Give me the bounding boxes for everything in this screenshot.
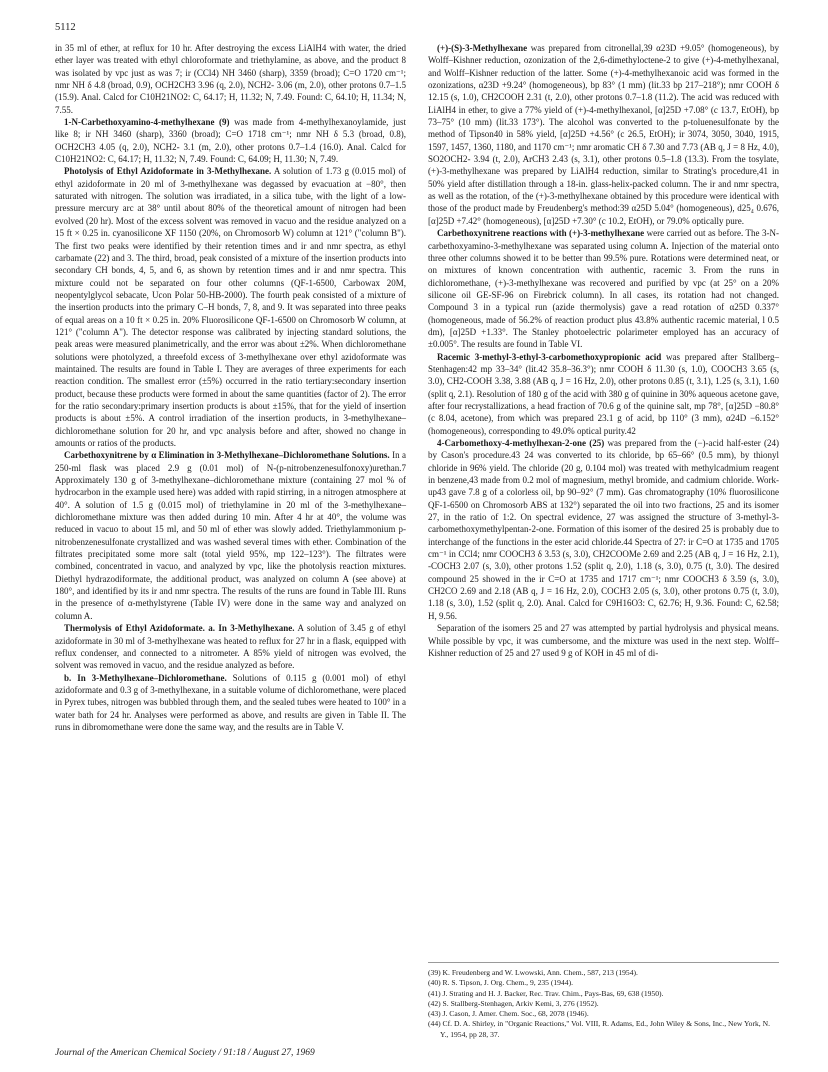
paragraph — [428, 227, 779, 350]
paragraph-body: was prepared after Stallberg–Stenhagen:42 mp 33–34° (lit.42 35.8–36.3°); nmr COOH δ 11.30 (s, 1.0), COOCH3 3.65 (s, 3.0), CH2-COOH 3.38, 3.88 (AB q, J = 16 Hz, 2.0), other protons 0.85 (t, 3.1), 1.25 (s, 3.1), 1.60 (split q, 2.1). Resolution of 180 g of the acid with 380 g of quinine in 30% aqueous acetone gave, after four recrystallizations, a head fraction of 70.6 g of the quinine salt, mp 78°, [α]25D −80.8° (c 8.04, acetone), from which was prepared 23.1 g of acid, bp 110° (3 mm), α24D −6.152° (homogeneous), corresponding to 49.0% optical purity.42 — [428, 351, 779, 436]
journal-footer: Journal of the American Chemical Society / 91:18 / August 27, 1969 — [55, 1048, 315, 1058]
paragraph-body: were carried out as before. The 3-N-carbethoxyamino-3-methylhexane was separated using column A. Injection of the material onto three other columns showed it to be better than 99.5% pure. Rotations were determined neat, or on mixtures of known concentration with authentic, racemic 3. From the runs in dichloromethane, (+)-3-methylhexane was recovered and purified by vpc (at 25° on a 20% silicone oil GE-SF-96 on Firebrick column). In all cases, its rotation had not changed. Compound 3 in a typical run (azide thermolysis) gave a read rotation of α25D 0.337° (homogeneous, made of 56.2% of reaction product plus 43.8% authentic racemic material, l 0.5 dm), [α]25D +1.33°. The Stanley photoelectric polarimeter employed has an accuracy of ±0.005°. The results are found in Table VI. — [428, 228, 779, 350]
paragraph — [428, 351, 779, 437]
paragraph — [428, 42, 779, 227]
paragraph-body: A solution of 1.73 g (0.015 mol) of ethyl azidoformate in 20 ml of 3-methylhexane was degassed by evacuation at −80°, then saturated with nitrogen. The solution was irradiated, in a silica tube, with the light of a low-pressure mercury arc at 38° until about 80% of the theoretical amount of nitrogen had been evolved (20 hr). Most of the excess solvent was removed in vacuo and the residue analyzed on a 15 ft × 0.25 in. cyanosilicone XF 1150 (20%, on Chromosorb W) column at 121° ("column B"). The first two peaks were identified by their retention times and ir and nmr spectra, as ethyl carbamate (22) and 3. The third, broad, peak consisted of a mixture of the insertion products into secondary CH bonds, 4, 5, and 6, as shown by retention times and ir and nmr spectra. This mixture could not be separated on four other columns (QF-1-6500, Carbowax 20M, neopentylglycol sebacate, Ucon Polar 50-HB-2000). The fourth peak consisted of a mixture of the insertion products into the primary C–H bonds, 7, 8, and 9. It was separated into three peaks of equal areas on a 10 ft × 0.25 in. 20% Fluorosilicone QF-1-6500 on Chromosorb W column, at 121° ("column A"). The detector response was calibrated by injecting standard solutions, the peak areas were measured planimetrically, and the error was about ±2%. When dichloromethane solutions were photolyzed, a threefold excess of 3-methylhexane over ethyl azidoformate was maintained. The results are found in Table I. They are averages of three experiments for each reaction condition. The smallest error (±5%) occurred in the ratio tertiary:secondary insertion product, because these products were formed in about the same quantities (factor of 2). The error for the ratio secondary:primary insertion products is about ±15%, that for the yield of insertion products is about ±5%. A control irradiation of the insertion products, in 3-methylhexane–dichloromethane solution for 20 hr, and vpc analysis before and after, showed no change in amounts or ratios of the products. — [55, 166, 406, 448]
page-number: 5112 — [55, 22, 76, 33]
paragraph-heading: Thermolysis of Ethyl Azidoformate. a. In 3-Methylhexane. — [64, 623, 295, 634]
paragraph-body: A solution of 3.45 g of ethyl azidoformate in 30 ml of 3-methylhexane was heated to reflux for 27 hr in a flask, equipped with reflux condenser, and connected to a nitrometer. A 85% yield of nitrogen was evolved, the solvent was removed in vacuo, and the residue analyzed as before. — [55, 623, 407, 671]
paragraph-heading: Photolysis of Ethyl Azidoformate in 3-Methylhexane. — [64, 166, 272, 177]
paragraph-body: In a 250-ml flask was placed 2.9 g (0.01 mol) of N-(p-nitrobenzenesulfonoxy)urethan.7 Approximately 130 g of 3-methylhexane–dichloromethane mixture (containing 27 mol % of hydrocarbon in the example used here) was added with rapid stirring, in a nitrogen atmosphere at 40°. A solution of 1.5 g (0.015 mol) of triethylamine in 20 ml of the 3-methylhexane–dichloromethane mixture was then added during 10 min. After 4 hr at 40°, the volume was reduced in vacuo to about 15 ml, and 50 ml of ether was slowly added. Triethylammonium p-nitrobenzenesulfonate crystallized and was washed several times with ether. Combination of the filtrates precipitated some more salt (total yield 95%, mp 122–123°). The filtrates were combined, concentrated in vacuo, and analyzed by vpc, like the photolysis reaction mixtures. Diethyl hydrazodiformate, the additional product, was analyzed on column A (see above) at 180°, and identified by its ir and nmr spectra. The results of the runs are found in Table III. Runs in the presence of α-methylstyrene (Table IV) were done in the same way and analyzed on column A. — [55, 450, 407, 621]
paragraph-heading: (+)-(S)-3-Methylhexane — [437, 43, 528, 53]
paragraph — [55, 622, 406, 671]
paragraph-body: in 35 ml of ether, at reflux for 10 hr. After destroying the excess LiAlH4 with water, the dried ether layer was treated with ethyl chloroformate and triethylamine, as above, and the product 8 was isolated by vpc just as was 7; ir (CCl4) NH 3460 (sharp), 3359 (broad); C=O 1720 cm⁻¹; nmr NH δ 4.8 (broad, 0.9), OCH2CH3 3.96 (q, 2.0), NCH2- 3.06 (m, 2.0), other protons 0.7–1.5 (15.9). Anal. Calcd for C10H21NO2: C, 64.17; H, 11.32; N, 7.49. Found: C, 64.10; H, 11.34; N, 7.55. — [55, 43, 406, 115]
references — [428, 962, 779, 1040]
paragraph-body: Solutions of 0.115 g (0.001 mol) of ethyl azidoformate and 0.3 g of 3-methylhexane, in a suitable volume of dichloromethane, were placed in Pyrex tubes, nitrogen was bubbled through them, and the sealed tubes were heated to 100° in a water bath for 24 hr. Analyses were performed as above, and results are given in Table II. The runs in dibromomethane were done the same way, and the results are in Table V. — [55, 672, 406, 732]
reference-item: (44) Cf. D. A. Shirley, in "Organic Reactions," Vol. VIII, R. Adams, Ed., John Wiley & Sons, Inc., New York, N. Y., 1954, pp 28, 37. — [428, 1019, 770, 1039]
paragraph — [55, 672, 406, 734]
reference-item: (39) K. Freudenberg and W. Lwowski, Ann. Chem., 587, 213 (1954). — [428, 968, 638, 977]
paragraph-heading: Racemic 3-methyl-3-ethyl-3-carbomethoxypropionic acid — [437, 351, 662, 362]
reference-item: (41) J. Strating and H. J. Backer, Rec. Trav. Chim., Pays-Bas, 69, 638 (1950). — [428, 988, 664, 998]
paragraph-heading: 1-N-Carbethoxyamino-4-methylhexane (9) — [64, 117, 230, 128]
reference-item: (43) J. Cason, J. Amer. Chem. Soc., 68, 2078 (1946). — [428, 1009, 589, 1019]
right-column — [428, 42, 779, 659]
paragraph-body: was made from 4-methylhexanoylamide, just like 8; ir NH 3460 (sharp), 3360 (broad); C=O 1718 cm⁻¹; nmr NH δ 5.3 (broad, 0.8), OCH2CH3 4.05 (q, 2.0), NCH2- 3.1 (m, 2.0), other protons 0.7–1.4 (16.0). Anal. Calcd for C10H21NO2: C, 64.17; H, 11.32; N, 7.49. Found: C, 64.09; H, 11.30; N, 7.49. — [55, 117, 406, 165]
reference-item: (42) S. Stallberg-Stenhagen, Arkiv Kemi, 3, 276 (1952). — [428, 998, 599, 1008]
paragraph — [55, 449, 406, 622]
paragraph-heading: b. In 3-Methylhexane–Dichloromethane. — [64, 672, 227, 683]
reference-item: (40) R. S. Tipson, J. Org. Chem., 9, 235 (1944). — [428, 978, 574, 988]
reference-divider — [428, 962, 779, 963]
left-column — [55, 42, 406, 733]
paragraph-body: was prepared from citronellal,39 α23D +9.05° (homogeneous), by Wolff–Kishner reduction, ozonization of the 2,6-dimethyloctene-2 to give (+)-4-methylhexanal, and Wolff–Kishner reduction of the latter. Some (+)-4-methylhexanoic acid was formed in the ozonizations, α23D +9.24° (homogeneous), bp 83° (1 mm) (lit.33 bp 217–218°); nmr COOH δ 12.15 (s, 1.0), CH2COOH 2.31 (t, 2.0), other protons 0.7–1.8 (11.2). The acid was reduced with LiAlH4 in ether, to give a 77% yield of (+)-4-methylhexanol, [α]25D +7.08° (c 13.7, EtOH), bp 73–75° (10 mm) (lit.33 173°). The alcohol was converted to the p-toluenesulfonate by the method of Tipson40 in 58% yield, [α]25D +4.56° (c 26.5, EtOH); ir 3074, 3050, 3040, 1915, 1597, 1457, 1360, 1180, and 1170 cm⁻¹; nmr aromatic CH δ 7.30 and 7.73 (AB q, J = 8 Hz, 4.0), SO2OCH2- 3.94 (t, 2.0), ArCH3 2.43 (s, 3.1), other protons 0.5–1.8 (13.3). From the tosylate, (+)-3-methylhexane was prepared by LiAlH4 reduction, similar to Strating's procedure,41 in 50% yield after distillation through a 18-in. glass-helix-packed column. The ir and nmr spectra, as well as the rotation, of the (+)-3-methylhexane obtained by this procedure were identical with those of the product made by Freudenberg's method:39 α25D 5.04° (homogeneous), d25₄ 0.676, [α]25D +7.42° (homogeneous), [α]25D +7.30° (c 10.2, EtOH), or 79.0% optically pure. — [428, 43, 779, 226]
paragraph — [428, 622, 779, 659]
reference-list — [428, 968, 779, 1040]
paragraph — [55, 116, 406, 165]
paragraph-heading: 4-Carbomethoxy-4-methylhexan-2-one (25) — [437, 438, 605, 448]
paragraph-body: was prepared from the (−)-acid half-ester (24) by Cason's procedure.43 24 was converted to its chloride, bp 65–66° (0.5 mm), by thionyl chloride in 96% yield. The chloride (20 g, 0.104 mol) was treated with methylcadmium reagent in benzene,43 made from 0.2 mol of magnesium, methyl bromide, and cadmium chloride. Work-up43 gave 7.8 g of a colorless oil, bp 90–92° (7 mm). Gas chromatography (10% fluorosilicone QF-1-6500 on Chromosorb ABS at 132°) separated the oil into two fractions, 25 and its isomer 27, in the ratio of 1:2. On spectral evidence, 27 was assigned the structure of 3-methyl-3-carbomethoxymethylpentan-2-one. Formation of this isomer of the desired 25 is probably due to interchange of the functions in the ester acid chloride.44 Spectra of 27: ir C=O at 1735 and 1705 cm⁻¹ in CCl4; nmr COOCH3 δ 3.53 (s, 3.0), CH2COOMe 2.69 and 2.25 (AB q, J = 16 Hz, 2.1), -COCH3 2.07 (s, 3.0), other protons 1.52 (split q, 2.0), 1.18 (s, 3.0), 0.75 (t, 3.0). The desired compound 25 showed in the ir C=O at 1735 and 1717 cm⁻¹; nmr COOCH3 δ 3.59 (s, 3.0), CH2CO 2.69 and 2.18 (AB q, J = 16 Hz, 2.0), COCH3 2.05 (s, 3.0), other protons 0.75 (t, 3.0), 1.18 (s, 3.0), 1.52 (split q, 2.0). Anal. Calcd for C9H16O3: C, 62.76; H, 9.36. Found: C, 62.58; H, 9.56. — [428, 438, 779, 621]
paragraph — [428, 437, 779, 622]
paragraph — [55, 42, 406, 116]
paragraph-heading: Carbethoxynitrene reactions with (+)-3-methylhexane — [437, 228, 645, 239]
paragraph — [55, 165, 406, 449]
paragraph-heading: Carbethoxynitrene by α Elimination in 3-Methylhexane–Dichloromethane Solutions. — [64, 450, 390, 461]
paragraph-body: Separation of the isomers 25 and 27 was attempted by partial hydrolysis and physical means. While possible by vpc, it was cumbersome, and the mixture was used in the next step. Wolff–Kishner reduction of 25 and 27 used 9 g of KOH in 45 ml of di- — [428, 623, 779, 658]
